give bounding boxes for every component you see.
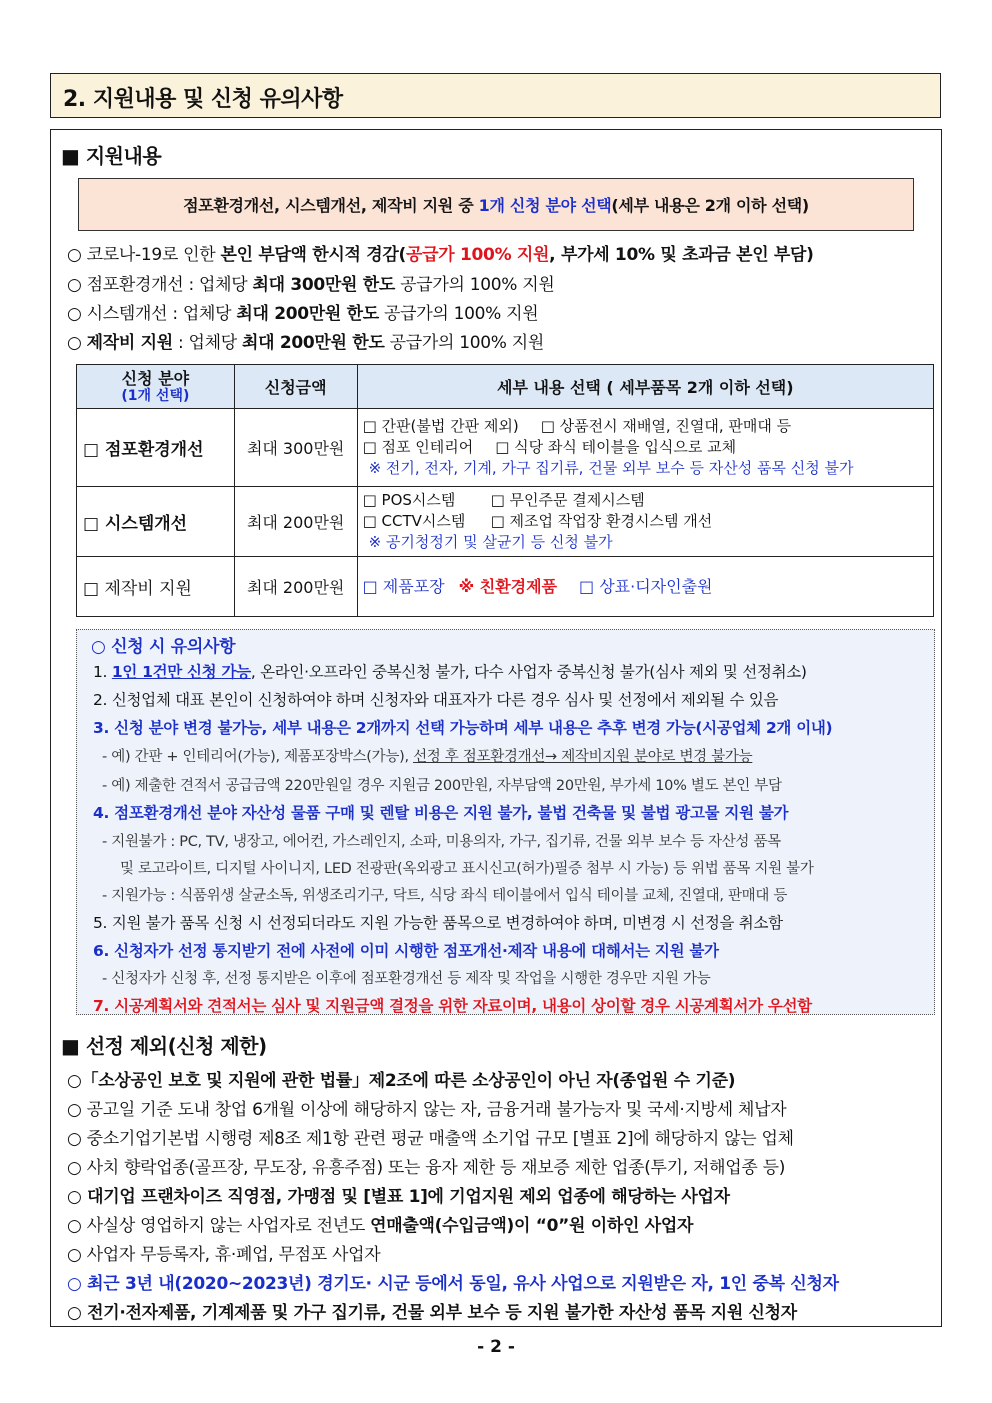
eco-product-note: ※ 친환경제품 <box>458 577 558 596</box>
option-checkbox[interactable]: □ 제조업 작업장 환경시스템 개선 <box>490 512 713 530</box>
text: , 부가세 10% 및 초과금 본인 부담) <box>549 245 814 265</box>
header-detail: 세부 내용 선택 ( 세부품목 2개 이하 선택) <box>357 365 933 409</box>
text: ○ 시스템개선 : 업체당 <box>67 304 237 324</box>
header-field <box>77 365 235 409</box>
option-checkbox[interactable]: □ CCTV시스템 <box>362 512 466 530</box>
note-item: 2. 신청업체 대표 본인이 신청하여야 하며 신청자와 대표자가 다른 경우 심사 및 선정에서 제외될 수 있음 <box>93 691 779 709</box>
support-fields-table <box>76 364 934 617</box>
exclusion-item: ○ 최근 3년 내(2020~2023년) 경기도· 시군 등에서 동일, 유사 사업으로 지원받은 자, 1인 중복 신청자 <box>67 1274 839 1294</box>
text: ○ 코로나-19로 인한 <box>67 245 221 265</box>
exclusion-item: ○ 공고일 기준 도내 창업 6개월 이상에 해당하지 않는 자, 금융거래 불가능자 및 국세·지방세 체납자 <box>67 1100 787 1120</box>
exclusion-item: ○ 사업자 무등록자, 휴·폐업, 무점포 사업자 <box>67 1245 381 1265</box>
text: ○ 사실상 영업하지 않는 사업자로 전년도 <box>67 1216 371 1236</box>
content-box <box>50 129 942 1327</box>
support-bullet <box>67 240 814 265</box>
exclusion-item: ○ 중소기업기본법 시행령 제8조 제1항 관련 평균 매출액 소기업 규모 [별표 2]에 해당하지 않는 업체 <box>67 1129 794 1149</box>
highlight-emphasis: 1개 신청 분야 선택 <box>478 196 612 215</box>
exclusion-item: ○ 사치 향락업종(골프장, 무도장, 유흥주점) 또는 융자 제한 등 재보증 제한 업종(투기, 저해업종 등) <box>67 1158 786 1178</box>
header-amount: 신청금액 <box>234 365 357 409</box>
note-item: 4. 점포환경개선 분야 자산성 물품 구매 및 렌탈 비용은 지원 불가, 불법 건축물 및 불법 광고물 지원 불가 <box>93 804 789 822</box>
option-checkbox[interactable]: □ 점포 인테리어 <box>362 438 474 456</box>
support-bullet <box>67 328 544 353</box>
text: 본인 부담액 한시적 경감( <box>220 245 406 265</box>
text: , 온라인·오프라인 중복신청 불가, 다수 사업자 중복신청 불가(심사 제외 및 선정취소) <box>250 663 807 681</box>
text: : 업체당 <box>172 333 242 353</box>
text: 제작비 지원 <box>86 333 173 353</box>
text: 선정 후 점포환경개선→ 제작비지원 분야로 변경 불가능 <box>413 749 753 765</box>
note-detail: - 예) 제출한 견적서 공급금액 220만원일 경우 지원금 200만원, 자부담액 20만원, 부가세 10% 별도 본인 부담 <box>102 778 782 794</box>
support-bullet <box>67 270 555 295</box>
exclusion-item: ○ 대기업 프랜차이즈 직영점, 가맹점 및 [별표 1]에 기업지원 제외 업종에 해당하는 사업자 <box>67 1187 730 1207</box>
note-item: 5. 지원 불가 품목 신청 시 선정되더라도 지원 가능한 품목으로 변경하여야 하며, 미변경 시 선정을 취소함 <box>93 914 783 932</box>
detail-note: ※ 공기청정기 및 살균기 등 신청 불가 <box>368 533 613 551</box>
option-checkbox[interactable]: □ 상품전시 재배열, 진열대, 판매대 등 <box>540 417 792 435</box>
highlight-part: 점포환경개선, 시스템개선, 제작비 지원 중 <box>183 196 479 215</box>
notes-heading: ○ 신청 시 유의사항 <box>91 637 236 657</box>
note-detail: - 지원가능 : 식품위생 살균소독, 위생조리기구, 닥트, 식당 좌식 테이블에서 입식 테이블 교체, 진열대, 판매대 등 <box>102 888 788 904</box>
text: 공급가의 100% 지원 <box>395 275 555 295</box>
note-detail: 및 로고라이트, 디지털 사이니지, LED 전광판(옥외광고 표시신고(허가)필증 첨부 시 가능) 등 위법 품목 지원 불가 <box>120 861 814 877</box>
detail-note: ※ 전기, 전자, 기계, 가구 집기류, 건물 외부 보수 등 자산성 품목 신청 불가 <box>368 459 854 477</box>
text: ○ <box>67 333 87 353</box>
text: 1. <box>93 663 112 681</box>
field-production[interactable]: □ 제작비 지원 <box>77 557 235 617</box>
note-item <box>93 660 807 682</box>
amount-cell: 최대 300만원 <box>234 409 357 487</box>
table-header-row <box>77 365 934 409</box>
detail-cell <box>357 487 933 557</box>
selection-highlight-box <box>78 178 914 231</box>
highlight-text <box>79 193 913 216</box>
table-row <box>77 487 934 557</box>
exclusion-item: ○「소상공인 보호 및 지원에 관한 법률」제2조에 따른 소상공인이 아닌 자(종업원 수 기준) <box>67 1071 736 1091</box>
header-field-label: 신청 분야 <box>121 368 190 388</box>
exclusion-heading: ■ 선정 제외(신청 제한) <box>61 1034 267 1058</box>
exclusion-item <box>67 1211 693 1236</box>
field-system[interactable]: □ 시스템개선 <box>77 487 235 557</box>
support-bullet <box>67 299 538 324</box>
section-title: 2. 지원내용 및 신청 유의사항 <box>63 87 343 112</box>
header-field-sub: (1개 선택) <box>121 387 190 404</box>
field-store-env[interactable]: □ 점포환경개선 <box>77 409 235 487</box>
option-checkbox[interactable]: □ 무인주문 결제시스템 <box>490 491 645 509</box>
note-item: 7. 시공계획서와 견적서는 심사 및 지원금액 결정을 위한 자료이며, 내용이 상이할 경우 시공계획서가 우선함 <box>93 997 812 1015</box>
detail-cell <box>357 409 933 487</box>
support-heading: ■ 지원내용 <box>61 144 162 168</box>
page-number: - 2 - <box>477 1337 515 1357</box>
table-row <box>77 409 934 487</box>
text: 연매출액(수입금액)이 “0”원 이하인 사업자 <box>370 1216 694 1236</box>
text: ○ 점포환경개선 : 업체당 <box>67 275 253 295</box>
option-checkbox[interactable]: □ 식당 좌식 테이블을 입식으로 교체 <box>495 438 737 456</box>
text: 최대 300만원 한도 <box>252 275 396 295</box>
amount-cell: 최대 200만원 <box>234 487 357 557</box>
notes-box <box>76 629 935 1015</box>
text: 공급가의 100% 지원 <box>384 333 544 353</box>
note-detail: - 신청자가 신청 후, 선정 통지받은 이후에 점포환경개선 등 제작 및 작업을 시행한 경우만 지원 가능 <box>102 971 711 987</box>
amount-cell: 최대 200만원 <box>234 557 357 617</box>
exclusion-item: ○ 전기·전자제품, 기계제품 및 가구 집기류, 건물 외부 보수 등 지원 불가한 자산성 품목 지원 신청자 <box>67 1303 797 1323</box>
text: - 예) 간판 + 인테리어(가능), 제품포장박스(가능), <box>102 749 414 765</box>
note-item: 6. 신청자가 선정 통지받기 전에 사전에 이미 시행한 점포개선·제작 내용에 대해서는 지원 불가 <box>93 942 719 960</box>
note-detail <box>102 745 752 766</box>
highlight-part: (세부 내용은 2개 이하 선택) <box>611 196 809 215</box>
text: 공급가의 100% 지원 <box>378 304 539 324</box>
text: 최대 200만원 한도 <box>236 304 379 324</box>
option-checkbox[interactable]: □ 상표·디자인출원 <box>579 577 713 596</box>
option-checkbox[interactable]: □ POS시스템 <box>362 491 456 509</box>
text: 1인 1건만 신청 가능 <box>111 663 251 681</box>
option-checkbox[interactable]: □ 간판(불법 간판 제외) <box>362 417 519 435</box>
note-item: 3. 신청 분야 변경 불가능, 세부 내용은 2개까지 선택 가능하며 세부 내용은 추후 변경 가능(시공업체 2개 이내) <box>93 719 833 737</box>
option-checkbox[interactable]: □ 제품포장 <box>362 577 445 596</box>
text: 공급가 100% 지원 <box>406 245 550 265</box>
table-row <box>77 557 934 617</box>
section-title-box <box>50 73 941 118</box>
detail-cell <box>357 557 933 617</box>
text: 최대 200만원 한도 <box>241 333 385 353</box>
note-detail: - 지원불가 : PC, TV, 냉장고, 에어컨, 가스레인지, 소파, 미용의자, 가구, 집기류, 건물 외부 보수 등 자산성 품목 <box>102 834 781 850</box>
